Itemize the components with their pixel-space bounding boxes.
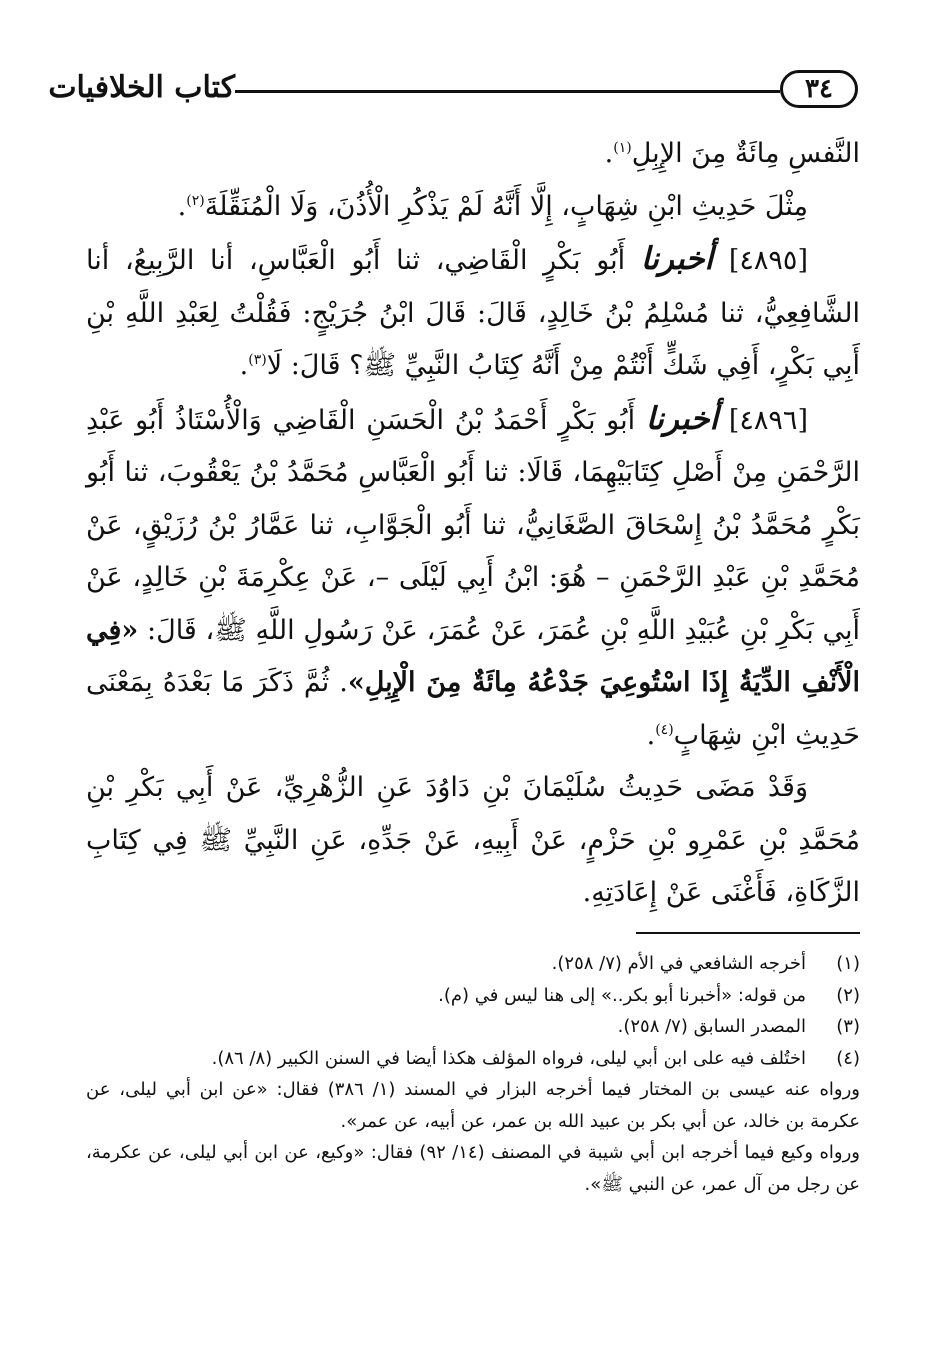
footnote-4-continued: ورواه عنه عيسى بن المختار فيما أخرجه البزار في المسند (١/ ٣٨٦) فقال: «عن ابن أبي ليلى، عن عكرمة بن خالد، عن أبي بكر بن عبيد الله بن عمر، عن أبيه، عن عمر». bbox=[86, 1079, 860, 1132]
header-rule bbox=[235, 90, 780, 93]
footnote-2: (٢) من قوله: «أخبرنا أبو بكر..» إلى هنا ليس في (م). bbox=[438, 984, 860, 1006]
footnote-ref-1: (١) bbox=[613, 140, 632, 156]
page-header bbox=[48, 66, 860, 122]
hadith-matn: «فِي الْأَنْفِ الدِّيَةُ إِذَا اسْتُوعِيَ جَدْعُهُ مِائَةٌ مِنَ الْإِبِلِ» bbox=[86, 614, 860, 698]
footnotes bbox=[86, 948, 860, 1200]
paragraph-continuation: النَّفسِ مِائَةٌ مِنَ الإِبِلِ$^{(١)}$. bbox=[604, 138, 860, 169]
book-title: كتاب الخلافيات bbox=[48, 70, 235, 105]
footnote-separator bbox=[636, 932, 860, 934]
footnote-1: (١) أخرجه الشافعي في الأم (٧/ ٢٥٨). bbox=[551, 953, 860, 974]
main-text bbox=[86, 128, 860, 920]
akhbarana-word: أخبرنا bbox=[640, 241, 714, 277]
hadith-4895: [٤٨٩٥] أخبرنا أَبُو بَكْرٍ الْقَاضِي، ثنا أَبُو الْعَبَّاسِ، أنا الرَّبِيعُ، أنا الشَّافِعِيُّ، ثنا مُسْلِمُ بْنُ خَالِدٍ، قَالَ: قَالَ ابْنُ جُرَيْجٍ: فَقُلْتُ لِعَبْدِ اللَّهِ بْنِ أَبِي بَكْرٍ، أَفِي شَكٍّ أَنْتُمْ مِنْ أَنَّهُ كِتَابُ النَّبِيِّ ﷺ؟ قَالَ: لَا$^{(٣)}$. bbox=[86, 241, 860, 381]
footnote-4-continued: ورواه وكيع فيما أخرجه ابن أبي شيبة في المصنف (١٤/ ٩٢) فقال: «وكيع، عن ابن أبي ليلى، عن عكرمة، عن رجل من آل عمر، عن النبي ﷺ». bbox=[86, 1142, 860, 1195]
page-number: ٣٤ bbox=[780, 70, 858, 108]
paragraph-closing: وَقَدْ مَضَى حَدِيثُ سُلَيْمَانَ بْنِ دَاوُدَ عَنِ الزُّهْرِيِّ، عَنْ أَبِي بَكْرِ بْنِ مُحَمَّدِ بْنِ عَمْرِو بْنِ حَزْمٍ، عَنْ أَبِيهِ، عَنْ جَدِّهِ، عَنِ النَّبِيِّ ﷺ فِي كِتَابِ الزَّكَاةِ، فَأَغْنَى عَنْ إِعَادَتِهِ. bbox=[86, 772, 860, 908]
footnote-ref-3: (٣) bbox=[248, 352, 267, 368]
paragraph-mithl: مِثْلَ حَدِيثِ ابْنِ شِهَابٍ، إِلَّا أَنَّهُ لَمْ يَذْكُرِ الْأُذُنَ، وَلَا الْمُنَقِّلَةَ$^{(٢)}$. bbox=[177, 190, 808, 222]
hadith-number: [٤٨٩٥] bbox=[728, 245, 808, 276]
footnote-4: (٤) اختُلف فيه على ابن أبي ليلى، فرواه المؤلف هكذا أيضا في السنن الكبير (٨/ ٨٦). bbox=[211, 1047, 860, 1069]
akhbarana-word: أخبرنا bbox=[645, 400, 719, 437]
footnote-ref-4: (٤) bbox=[655, 721, 674, 738]
footnote-3: (٣) المصدر السابق (٧/ ٢٥٨). bbox=[617, 1016, 860, 1037]
hadith-number: [٤٨٩٦] bbox=[728, 404, 808, 436]
footnote-ref-2: (٢) bbox=[186, 192, 205, 209]
hadith-4896: [٤٨٩٦] أخبرنا أَبُو بَكْرٍ أَحْمَدُ بْنُ الْحَسَنِ الْقَاضِي وَالْأُسْتَاذُ أَبُو عَبْدِ الرَّحْمَنِ مِنْ أَصْلِ كِتَابَيْهِمَا، قَالَا: ثنا أَبُو الْعَبَّاسِ مُحَمَّدُ بْنُ يَعْقُوبَ، ثنا أَبُو بَكْرٍ مُحَمَّدُ بْنُ إِسْحَاقَ الصَّغَانِيُّ، ثنا أَبُو الْجَوَّابِ، ثنا عَمَّارُ بْنُ رُزَيْقٍ، عَنْ مُحَمَّدِ بْنِ عَبْدِ الرَّحْمَنِ – هُوَ: ابْنُ أَبِي لَيْلَى –، عَنْ عِكْرِمَةَ بْنِ خَالِدٍ، عَنْ أَبِي بَكْرِ بْنِ عُبَيْدِ اللَّهِ بْنِ عُمَرَ، عَنْ عُمَرَ، عَنْ رَسُولِ اللَّهِ ﷺ، قَالَ: «فِي الْأَنْفِ الدِّيَةُ إِذَا اسْتُوعِيَ جَدْعُهُ مِائَةٌ مِنَ الْإِبِلِ». ثُمَّ ذَكَرَ مَا بَعْدَهُ بِمَعْنَى حَدِيثِ ابْنِ شِهَابٍ$^{(٤)}$. bbox=[86, 400, 860, 751]
